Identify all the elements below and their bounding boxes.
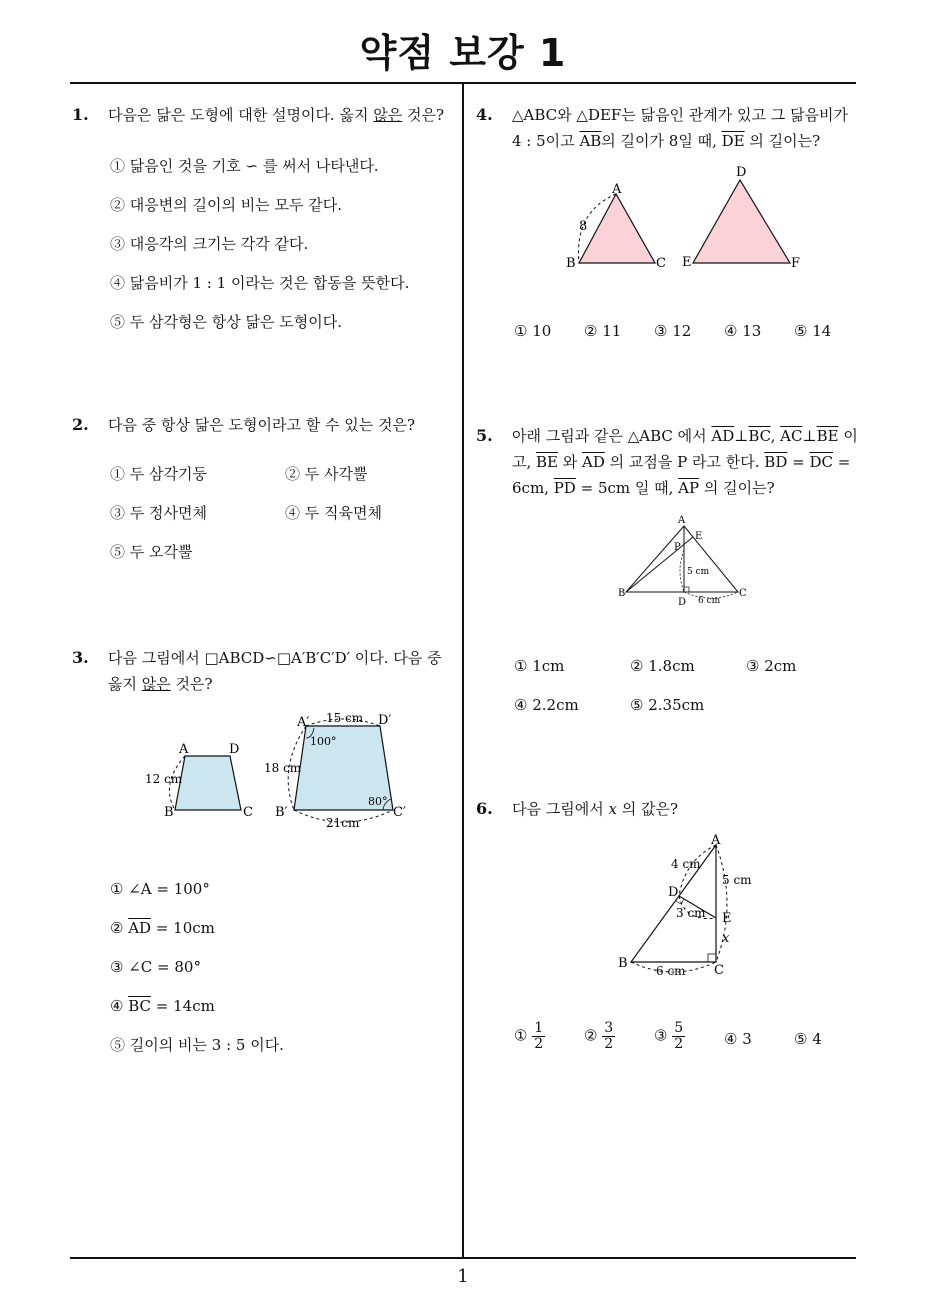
label-B-prime: B′ — [275, 805, 288, 820]
triangle-abc — [626, 526, 738, 592]
label-C: C — [656, 256, 666, 271]
label-angle-a: 100° — [310, 735, 337, 748]
option-3-1[interactable]: ① ∠A = 100° — [110, 880, 210, 898]
question-text: 다음 그림에서 x 의 값은? — [512, 800, 679, 818]
label-C: C — [739, 588, 747, 599]
label-B: B — [618, 588, 626, 599]
question-number: 4. — [476, 105, 493, 124]
label-angle-c: 80° — [368, 795, 388, 808]
label-C: C — [243, 805, 253, 820]
question-text: △ABC와 △DEF는 닮음인 관계가 있고 그 닮음비가 4 : 5이고 $\overline{AB}$의 길이가 8일 때, $\overline{DE}$ 의 길이는? — [512, 106, 849, 150]
label-E: E — [722, 911, 732, 926]
option-6-2[interactable]: ② $\frac{3}{2}$ — [584, 1020, 614, 1052]
label-C: C — [714, 963, 724, 978]
small-trapezoid — [175, 756, 241, 810]
pd-arc — [680, 550, 684, 592]
label-large-left: 18 cm — [264, 761, 302, 775]
label-x: x — [722, 931, 730, 946]
option-3-5[interactable]: ⑤ 길이의 비는 3 : 5 이다. — [110, 1036, 284, 1054]
label-A: A — [179, 742, 189, 757]
label-D: D — [229, 742, 240, 757]
label-de: 3 cm — [676, 906, 706, 920]
column-divider — [462, 84, 464, 1257]
option-6-5[interactable]: ⑤ 4 — [794, 1030, 822, 1048]
question-number: 5. — [476, 426, 493, 445]
option-3-2[interactable]: ② $\overline{AD} = 10cm$ — [110, 919, 215, 937]
option-5-1[interactable]: ① 1cm — [514, 657, 565, 675]
label-A: A — [711, 833, 721, 848]
question-number: 3. — [72, 648, 89, 667]
question-text: 아래 그림과 같은 △ABC 에서 $\overline{AD}\perp\overline{BC}$, $\overline{AC}\perp\overline{BE}$ 이 고, $\overline{BE}$ 와 $\overline{AD}$ 의 교점을 P 라고 한다. $\overline{BD} = \overline{DC}$ = 6cm, $\overline{PD} = 5cm$ 일 때, $\overline{AP}$ 의 길이는? — [512, 427, 858, 497]
label-E: E — [682, 255, 692, 270]
figure-right-triangle — [610, 830, 780, 985]
option-1-2[interactable]: ② 대응변의 길이의 비는 모두 같다. — [110, 196, 342, 214]
label-D: D — [736, 165, 747, 180]
segment-be — [626, 537, 693, 592]
label-D-prime: D′ — [378, 713, 392, 728]
option-4-5[interactable]: ⑤ 14 — [794, 322, 832, 340]
question-text: 다음은 닮은 도형에 대한 설명이다. 옳지 않은 것은? — [108, 106, 444, 124]
label-large-bottom: 21cm — [326, 816, 360, 830]
triangle-abc — [579, 194, 655, 263]
label-small-side: 12 cm — [145, 772, 183, 786]
option-2-5[interactable]: ⑤ 두 오각뿔 — [110, 543, 193, 561]
page-number: 1 — [457, 1266, 469, 1287]
question-number: 1. — [72, 105, 89, 124]
label-pd: 5 cm — [687, 567, 710, 577]
label-bc: 6 cm — [656, 964, 686, 978]
option-5-2[interactable]: ② 1.8cm — [630, 657, 695, 675]
option-3-4[interactable]: ④ $\overline{BC} = 14cm$ — [110, 997, 215, 1015]
option-6-4[interactable]: ④ 3 — [724, 1030, 752, 1048]
option-5-4[interactable]: ④ 2.2cm — [514, 696, 579, 714]
option-6-3[interactable]: ③ $\frac{5}{2}$ — [654, 1020, 684, 1052]
option-5-3[interactable]: ③ 2cm — [746, 657, 797, 675]
label-A-prime: A′ — [297, 715, 310, 730]
figure-triangle-altitudes — [612, 510, 762, 610]
figure-triangles — [560, 160, 810, 275]
option-1-4[interactable]: ④ 닮음비가 1 : 1 이라는 것은 합동을 뜻한다. — [110, 274, 410, 292]
label-D: D — [668, 885, 679, 900]
option-2-1[interactable]: ① 두 삼각기둥 — [110, 465, 207, 483]
option-4-3[interactable]: ③ 12 — [654, 322, 692, 340]
label-D: D — [678, 597, 687, 608]
label-side-8: 8 — [579, 219, 588, 234]
label-B: B — [618, 956, 628, 971]
option-1-1[interactable]: ① 닮음인 것을 기호 ∽ 를 써서 나타낸다. — [110, 157, 379, 175]
page-title: 약점 보강 1 — [359, 31, 567, 75]
option-3-3[interactable]: ③ ∠C = 80° — [110, 958, 201, 976]
question-text: 다음 중 항상 닮은 도형이라고 할 수 있는 것은? — [108, 416, 416, 434]
option-4-2[interactable]: ② 11 — [584, 322, 622, 340]
triangle-def — [693, 180, 790, 263]
option-4-1[interactable]: ① 10 — [514, 322, 552, 340]
label-E: E — [695, 531, 703, 542]
label-C-prime: C′ — [393, 805, 406, 820]
option-2-2[interactable]: ② 두 사각뿔 — [285, 465, 368, 483]
question-number: 2. — [72, 415, 89, 434]
question-number: 6. — [476, 799, 493, 818]
option-6-1[interactable]: ① $\frac{1}{2}$ — [514, 1020, 544, 1052]
label-P: P — [674, 542, 681, 553]
option-2-3[interactable]: ③ 두 정사면체 — [110, 504, 207, 522]
option-5-5[interactable]: ⑤ 2.35cm — [630, 696, 705, 714]
figure-trapezoids — [140, 706, 430, 836]
label-A: A — [678, 515, 686, 526]
option-2-4[interactable]: ④ 두 직육면체 — [285, 504, 382, 522]
option-1-3[interactable]: ③ 대응각의 크기는 각각 같다. — [110, 235, 309, 253]
bottom-rule — [70, 1257, 856, 1259]
right-angle-c — [708, 954, 716, 962]
option-4-4[interactable]: ④ 13 — [724, 322, 762, 340]
label-large-top: 15 cm — [326, 711, 364, 725]
option-1-5[interactable]: ⑤ 두 삼각형은 항상 닮은 도형이다. — [110, 313, 342, 331]
right-angle-d — [684, 587, 689, 592]
label-B: B — [164, 805, 174, 820]
label-F: F — [791, 256, 801, 271]
label-ac: 5 cm — [722, 873, 752, 887]
label-A: A — [612, 182, 622, 197]
label-ad: 4 cm — [671, 857, 701, 871]
question-text: 다음 그림에서 □ABCD∽□A′B′C′D′ 이다. 다음 중 옳지 않은 것은? — [108, 649, 442, 693]
label-B: B — [566, 256, 576, 271]
label-dc: 6 cm — [698, 596, 721, 606]
